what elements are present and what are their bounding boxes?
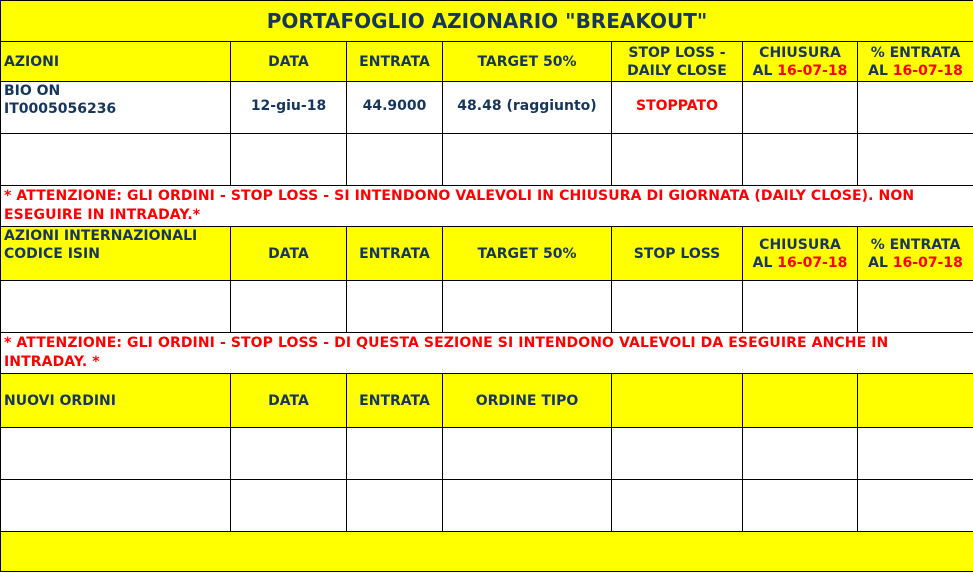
header-target-2: TARGET 50% [443,227,612,281]
empty-cell [1,428,231,480]
empty-cell [858,281,973,333]
header-entrata-2: ENTRATA [347,227,443,281]
header-chiusura-2 [743,227,858,281]
azione-name: BIO ON [4,83,61,99]
header-azioni-internazionali [1,227,231,281]
header-ordine-tipo: ORDINE TIPO [443,374,612,428]
empty-cell [347,281,443,333]
empty-cell [231,134,347,186]
header-pct-entrata [858,42,973,82]
header-chiusura-2-line1: CHIUSURA [759,236,841,253]
empty-cell [743,428,858,480]
header-chiusura-line1: CHIUSURA [759,44,841,61]
header-entrata: ENTRATA [347,42,443,82]
azione-isin: IT0005056236 [4,101,117,117]
empty-cell [443,480,612,532]
empty-cell [1,480,231,532]
header-chiusura [743,42,858,82]
header-azioni-int-line2: CODICE ISIN [4,246,100,262]
cell-entrata: 44.9000 [347,82,443,134]
empty-cell [743,134,858,186]
empty-cell [231,428,347,480]
empty-cell [858,134,973,186]
header-chiusura-line2: AL 16-07-18 [752,62,848,79]
empty-cell [743,281,858,333]
page-title: PORTAFOGLIO AZIONARIO "BREAKOUT" [1,1,973,42]
empty-cell [347,428,443,480]
header-pct-entrata-2 [858,227,973,281]
empty-cell [231,281,347,333]
empty-cell [347,134,443,186]
empty-cell [1,281,231,333]
empty-cell [1,134,231,186]
header-stop-line2: DAILY CLOSE [627,62,727,79]
empty-cell [858,480,973,532]
footer-bar [1,532,973,572]
empty-cell [443,428,612,480]
empty-cell [858,428,973,480]
header-stop-line1: STOP LOSS - [628,44,726,61]
warning-intraday: * ATTENZIONE: GLI ORDINI - STOP LOSS - DI QUESTA SEZIONE SI INTENDONO VALEVOLI DA ESEGUIRE ANCHE IN INTRADAY. * [1,333,973,374]
header-stop-loss [612,42,743,82]
cell-target: 48.48 (raggiunto) [443,82,612,134]
empty-cell [612,480,743,532]
header-pct-line2: AL 16-07-18 [868,62,963,79]
header-pct-line1: % ENTRATA [870,44,961,61]
header-azioni-int-line1: AZIONI INTERNAZIONALI [4,228,198,244]
cell-pct [858,82,973,134]
empty-cell [743,480,858,532]
empty-cell [443,281,612,333]
empty-cell [347,480,443,532]
cell-azione [1,82,231,134]
header-target: TARGET 50% [443,42,612,82]
empty-cell [231,480,347,532]
header-chiusura-2-date: 16-07-18 [777,254,848,271]
warning-daily-close: * ATTENZIONE: GLI ORDINI - STOP LOSS - SI INTENDONO VALEVOLI IN CHIUSURA DI GIORNATA (DAILY CLOSE). NON ESEGUIRE IN INTRADAY.* [1,186,973,227]
empty-cell [612,281,743,333]
header-nuovi-ordini: NUOVI ORDINI [1,374,231,428]
cell-chiusura [743,82,858,134]
cell-data: 12-giu-18 [231,82,347,134]
header-data-3: DATA [231,374,347,428]
header-chiusura-date: 16-07-18 [777,62,848,79]
header-pct-date: 16-07-18 [892,62,963,79]
header-pct-2-date: 16-07-18 [892,254,963,271]
empty-header-cell [743,374,858,428]
header-data-2: DATA [231,227,347,281]
header-data: DATA [231,42,347,82]
header-pct-2-line1: % ENTRATA [870,236,961,253]
header-chiusura-2-line2: AL 16-07-18 [752,254,848,271]
header-pct-2-line2: AL 16-07-18 [868,254,963,271]
header-entrata-3: ENTRATA [347,374,443,428]
empty-cell [443,134,612,186]
empty-cell [612,428,743,480]
empty-header-cell [612,374,743,428]
header-stop-loss-2: STOP LOSS [612,227,743,281]
empty-cell [612,134,743,186]
empty-header-cell [858,374,973,428]
cell-stop-status: STOPPATO [612,82,743,134]
header-azioni: AZIONI [1,42,231,82]
